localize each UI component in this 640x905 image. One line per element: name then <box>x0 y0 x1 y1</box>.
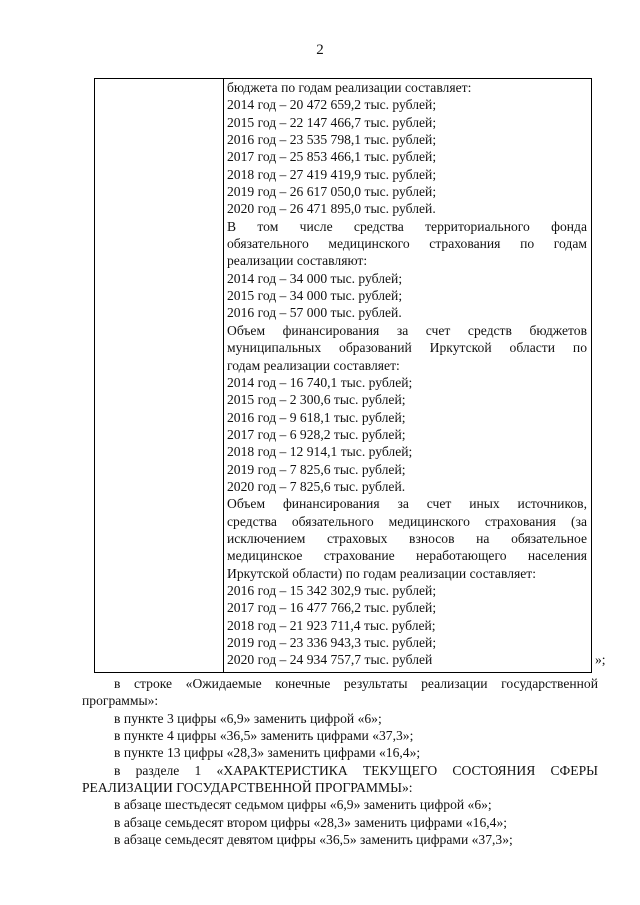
amendment-text-line: в пункте 4 цифры «36,5» заменить цифрами «37,3»; <box>114 728 414 744</box>
amendment-text-line: в абзаце шестьдесят седьмом цифры «6,9» заменить цифрой «6»; <box>114 797 492 813</box>
table-text-line: 2019 год – 23 336 943,3 тыс. рублей; <box>227 635 437 650</box>
amendment-text-line: в пункте 13 цифры «28,3» заменить цифрами «16,4»; <box>114 745 421 761</box>
table-text-line: 2014 год – 34 000 тыс. рублей; <box>227 270 403 286</box>
table-text-line: средства обязательного медицинского страхования (за <box>227 513 587 529</box>
table-text-line: 2016 год – 23 535 798,1 тыс. рублей; <box>227 132 437 148</box>
table-text-line: 2014 год – 16 740,1 тыс. рублей; <box>227 374 413 390</box>
table-text-line: 2017 год – 6 928,2 тыс. рублей; <box>227 426 406 442</box>
amendment-text-line: в разделе 1 «ХАРАКТЕРИСТИКА ТЕКУЩЕГО СОСТОЯНИЯ СФЕРЫ <box>114 762 598 778</box>
table-text-line: бюджета по годам реализации составляет: <box>227 80 472 95</box>
table-text-line: 2018 год – 21 923 711,4 тыс. рублей; <box>227 617 436 633</box>
amendment-text-line: в строке «Ожидаемые конечные результаты реализации государственной <box>114 676 598 691</box>
table-text-line: муниципальных образований Иркутской области по <box>227 340 587 356</box>
table-text-line: 2020 год – 26 471 895,0 тыс. рублей. <box>227 201 436 217</box>
table-text-line: годам реализации составляет: <box>227 357 400 373</box>
table-text-line: 2016 год – 9 618,1 тыс. рублей; <box>227 409 406 425</box>
table-text-line: 2015 год – 22 147 466,7 тыс. рублей; <box>227 114 437 130</box>
table-text-line: 2017 год – 16 477 766,2 тыс. рублей; <box>227 600 437 616</box>
table-value-cell <box>227 79 587 669</box>
table-text-line: 2018 год – 27 419 419,9 тыс. рублей; <box>227 166 437 182</box>
table-text-line: Иркутской области) по годам реализации составляет: <box>227 565 536 581</box>
closing-quote-mark: »; <box>595 652 606 667</box>
amendment-text-line: в пункте 3 цифры «6,9» заменить цифрой «6»; <box>114 710 382 726</box>
page-number: 2 <box>316 42 324 58</box>
amendment-text-line: РЕАЛИЗАЦИИ ГОСУДАРСТВЕННОЙ ПРОГРАММЫ»: <box>82 780 413 796</box>
table-text-line: 2014 год – 20 472 659,2 тыс. рублей; <box>227 97 437 113</box>
table-label-cell <box>95 79 224 672</box>
table-text-line: В том числе средства территориального фонда <box>227 218 587 234</box>
amendment-paragraphs <box>82 675 598 848</box>
table-text-line: реализации составляют: <box>227 253 368 269</box>
amendment-text-line: в абзаце семьдесят втором цифры «28,3» заменить цифрами «16,4»; <box>114 814 508 830</box>
table-text-line: медицинское страхование неработающего населения <box>227 548 587 564</box>
table-text-line: Объем финансирования за счет иных источников, <box>227 496 587 512</box>
table-text-line: 2016 год – 57 000 тыс. рублей. <box>227 305 402 321</box>
table-text-line: исключением страховых взносов на обязательное <box>227 530 587 546</box>
amendment-text-line: в абзаце семьдесят девятом цифры «36,5» заменить цифрами «37,3»; <box>114 832 513 848</box>
table-text-line: Объем финансирования за счет средств бюджетов <box>227 322 587 338</box>
table-text-line: 2017 год – 25 853 466,1 тыс. рублей; <box>227 149 437 165</box>
table-text-line: 2018 год – 12 914,1 тыс. рублей; <box>227 444 413 460</box>
table-text-line: 2016 год – 15 342 302,9 тыс. рублей; <box>227 582 437 598</box>
table-text-line: 2020 год – 24 934 757,7 тыс. рублей <box>227 652 433 668</box>
table-text-line: 2015 год – 2 300,6 тыс. рублей; <box>227 392 406 408</box>
table-text-line: 2019 год – 26 617 050,0 тыс. рублей; <box>227 184 437 200</box>
amendment-text-line: программы»: <box>82 693 159 709</box>
table-text-line: 2020 год – 7 825,6 тыс. рублей. <box>227 478 406 494</box>
table-text-line: 2019 год – 7 825,6 тыс. рублей; <box>227 461 406 477</box>
table-text-line: 2015 год – 34 000 тыс. рублей; <box>227 288 403 304</box>
table-text-line: обязательного медицинского страхования по годам <box>227 236 587 252</box>
